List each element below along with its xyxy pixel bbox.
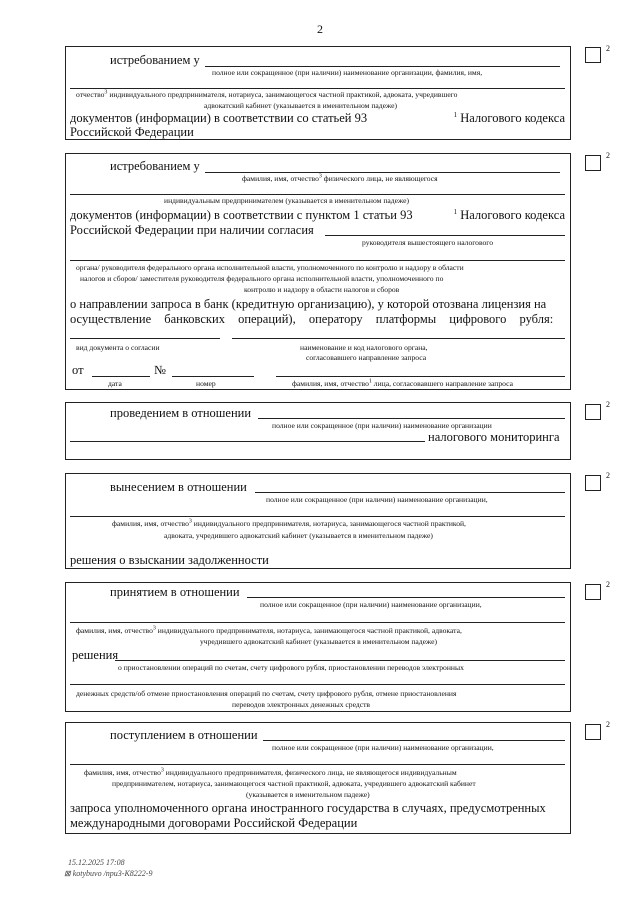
- section-2-date-line: [92, 376, 150, 377]
- section-2-no: №: [154, 363, 166, 377]
- section-2-hint-12: фамилия, имя, отчество$^1$ лица, согласовавшего направление запроса: [292, 378, 513, 388]
- section-2-fill-line-2: [70, 194, 565, 195]
- section-5-hint-2: фамилия, имя, отчество$^3$ индивидуального предпринимателя, нотариуса, занимающегося частной практикой, адвоката,: [76, 625, 462, 635]
- checkbox-4[interactable]: [585, 475, 601, 491]
- section-2-fill-line-4: [70, 260, 565, 261]
- section-2-person-line: [276, 376, 565, 377]
- section-2-body-4: осуществление банковских операций), оператору платформы цифрового рубля:: [70, 312, 554, 326]
- section-1-body-2: Российской Федерации: [70, 125, 194, 139]
- checkbox-2-mark: 2: [606, 151, 610, 160]
- checkbox-2[interactable]: [585, 155, 601, 171]
- section-2-hint-3: руководителя вышестоящего налогового: [362, 238, 494, 247]
- section-1-hint-1: полное или сокращенное (при наличии) наименование организации, фамилия, имя,: [212, 68, 483, 77]
- section-2-number-line: [172, 376, 254, 377]
- section-2-hint-1: фамилия, имя, отчество$^3$ физического лица, не являющегося: [242, 173, 438, 183]
- section-1-fill-line-1: [205, 66, 560, 67]
- checkbox-5[interactable]: [585, 584, 601, 600]
- section-1-lead: истребованием у: [110, 53, 200, 67]
- section-4-fill-line-1: [255, 492, 565, 493]
- section-3-body-1: налогового мониторинга: [428, 430, 560, 444]
- section-6-hint-1: полное или сокращенное (при наличии) наименование организации,: [272, 743, 494, 752]
- section-2-fill-line-6: [232, 338, 565, 339]
- section-6-fill-line-1: [263, 740, 565, 741]
- section-2-body-3: о направлении запроса в банк (кредитную организацию), у которой отозвана лицензия на: [70, 297, 547, 311]
- section-1-body-1: документов (информации) в соответствии со статьей 93 $^1$ Налогового кодекса: [70, 110, 565, 125]
- checkbox-1-mark: 2: [606, 44, 610, 53]
- section-4-body-1: решения о взыскании задолженности: [70, 553, 269, 567]
- section-2-hint-7: вид документа о согласии: [76, 343, 160, 352]
- section-6-lead: поступлением в отношении: [110, 728, 258, 742]
- checkbox-1[interactable]: [585, 47, 601, 63]
- section-5-lead: принятием в отношении: [110, 585, 240, 599]
- section-6-hint-2: фамилия, имя, отчество$^3$ индивидуального предпринимателя, физического лица, не являющегося индивидуальным: [84, 767, 457, 777]
- footer-code: ⊠ kotybuvo /npu3-K8222-9: [64, 869, 153, 878]
- section-2-hint-6: контролю и надзору в области налогов и сборов: [244, 285, 400, 294]
- checkbox-6[interactable]: [585, 724, 601, 740]
- section-2-hint-10: дата: [108, 379, 122, 388]
- section-5-fill-line-2: [70, 622, 565, 623]
- section-2-fill-line-3: [325, 235, 565, 236]
- section-3-lead: проведением в отношении: [110, 406, 252, 420]
- checkbox-3-mark: 2: [606, 400, 610, 409]
- section-6-fill-line-2: [70, 764, 565, 765]
- section-4-hint-2: фамилия, имя, отчество$^3$ индивидуального предпринимателя, нотариуса, занимающегося частной практикой,: [112, 518, 466, 528]
- section-1-hint-3: адвокатский кабинет (указывается в именительном падеже): [204, 101, 398, 110]
- checkbox-3[interactable]: [585, 404, 601, 420]
- section-5-body-1: решения: [72, 648, 119, 662]
- footer-date: 15.12.2025 17:08: [68, 858, 125, 867]
- section-2-hint-9: согласовавшего направление запроса: [306, 353, 427, 362]
- section-5-hint-3: учредившего адвокатский кабинет (указывается в именительном падеже): [200, 637, 438, 646]
- section-2-hint-8: наименование и код налогового органа,: [300, 343, 428, 352]
- section-1-fill-line-2: [70, 88, 565, 89]
- checkbox-4-mark: 2: [606, 471, 610, 480]
- section-6-hint-4: (указывается в именительном падеже): [246, 790, 370, 799]
- section-2-lead: истребованием у: [110, 159, 200, 173]
- section-2-hint-2: индивидуальным предпринимателем (указывается в именительном падеже): [164, 196, 410, 205]
- checkbox-6-mark: 2: [606, 720, 610, 729]
- section-5-hint-4: о приостановлении операций по счетам, счету цифрового рубля, приостановлении переводов электронных: [118, 663, 464, 672]
- section-3-fill-line-1: [258, 418, 565, 419]
- section-4-hint-1: полное или сокращенное (при наличии) наименование организации,: [266, 495, 488, 504]
- section-2-fill-line-1: [205, 172, 560, 173]
- section-5-hint-1: полное или сокращенное (при наличии) наименование организации,: [260, 600, 482, 609]
- section-6-body-1: запроса уполномоченного органа иностранного государства в случаях, предусмотренных: [70, 801, 546, 815]
- section-5-fill-line-4: [70, 684, 565, 685]
- section-4-fill-line-2: [70, 516, 565, 517]
- section-5-hint-6: переводов электронных денежных средств: [232, 700, 371, 709]
- page-number: 2: [317, 22, 323, 36]
- section-6-hint-3: предпринимателем, нотариуса, занимающегося частной практикой, адвоката, учредившего адвокатский кабинет: [112, 779, 476, 788]
- section-4-hint-3: адвоката, учредившего адвокатский кабинет (указывается в именительном падеже): [164, 531, 433, 540]
- section-2-hint-5: налогов и сборов/ заместителя руководителя федерального органа исполнительной власти, уполномоченного по: [80, 274, 444, 283]
- section-2-hint-4: органа/ руководителя федерального органа исполнительной власти, уполномоченного по контролю и надзору в области: [76, 263, 464, 272]
- section-2-fill-line-5: [70, 338, 220, 339]
- section-4-lead: вынесением в отношении: [110, 480, 247, 494]
- section-2-hint-11: номер: [196, 379, 216, 388]
- section-2-from: от: [72, 363, 84, 377]
- section-5-fill-line-3: [115, 660, 565, 661]
- section-3-hint-1: полное или сокращенное (при наличии) наименование организации: [272, 421, 492, 430]
- section-6-body-2: международными договорами Российской Федерации: [70, 816, 358, 830]
- checkbox-5-mark: 2: [606, 580, 610, 589]
- section-5-hint-5: денежных средств/об отмене приостановления операций по счетам, счету цифрового рубля, отмене приостановления: [76, 689, 457, 698]
- footer-code-icon: ⊠: [64, 869, 73, 878]
- section-5-fill-line-1: [247, 597, 565, 598]
- section-3-fill-line-2: [70, 441, 425, 442]
- section-2-body-2: Российской Федерации при наличии согласия: [70, 223, 314, 237]
- section-2-body-1: документов (информации) в соответствии с пунктом 1 статьи 93 $^1$ Налогового кодекса: [70, 207, 565, 222]
- section-1-hint-2: отчество$^3$ индивидуального предпринимателя, нотариуса, занимающегося частной практикой, адвоката, учредившего: [76, 89, 458, 99]
